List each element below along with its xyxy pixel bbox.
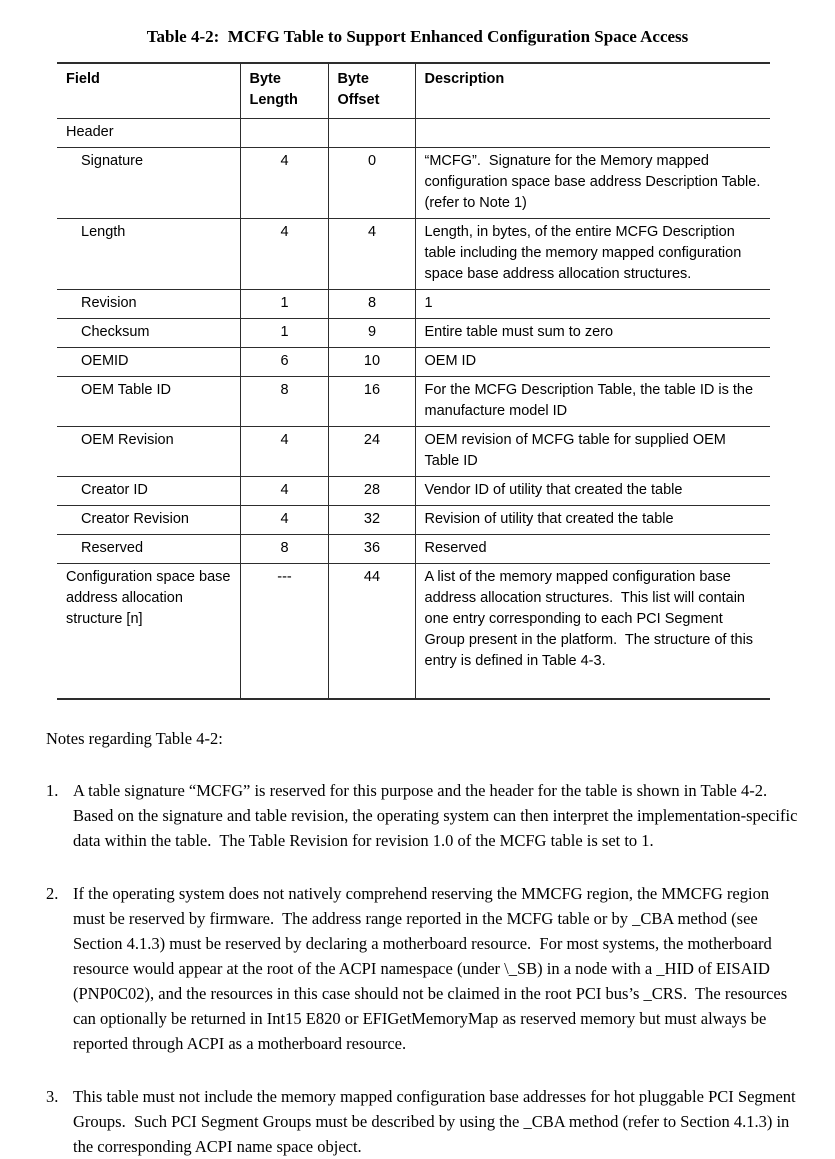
table-caption: Table 4-2: MCFG Table to Support Enhanced Configuration Space Access xyxy=(146,27,689,46)
byte-length-cell: 4 xyxy=(240,427,328,477)
table-body xyxy=(57,119,770,700)
byte-length-cell: --- xyxy=(240,564,328,700)
table-row xyxy=(57,535,770,564)
byte-offset-cell: 0 xyxy=(328,148,415,219)
byte-offset-cell: 4 xyxy=(328,219,415,290)
note-item xyxy=(46,1084,803,1159)
note-text: A table signature “MCFG” is reserved for this purpose and the header for the table is shown in Table 4-2. Based on the signature and table revision, the operating system can then interpret the implementation-specific data within the table. The Table Revision for revision 1.0 of the MCFG table is set to 1. xyxy=(73,781,802,850)
field-cell: Revision xyxy=(57,290,240,319)
description-cell: For the MCFG Description Table, the table ID is the manufacture model ID xyxy=(415,377,770,427)
byte-length-cell: 8 xyxy=(240,535,328,564)
column-header-field: Field xyxy=(57,63,240,119)
byte-length-cell: 6 xyxy=(240,348,328,377)
byte-offset-cell: 44 xyxy=(328,564,415,700)
note-text: This table must not include the memory mapped configuration base addresses for hot pluggable PCI Segment Groups. Such PCI Segment Groups must be described by using the _CBA method (refer to Section 4.1.3) in the corresponding ACPI name space object. xyxy=(73,1087,800,1156)
field-cell: Creator Revision xyxy=(57,506,240,535)
field-cell: Creator ID xyxy=(57,477,240,506)
table-row xyxy=(57,477,770,506)
table-row xyxy=(57,506,770,535)
note-text: If the operating system does not natively comprehend reserving the MMCFG region, the MMCFG region must be reserved by firmware. The address range reported in the MCFG table or by _CBA method (see Section 4.1.3) must be reserved by declaring a motherboard resource. For most systems, the motherboard resource would appear at the root of the ACPI namespace (under \_SB) in a node with a _HID of EISAID (PNP0C02), and the resources in this case should not be claimed in the root PCI bus’s _CRS. The resources can optionally be returned in Int15 E820 or EFIGetMemoryMap as reserved memory but must always be reported through ACPI as a motherboard resource. xyxy=(73,884,792,1053)
byte-length-cell: 4 xyxy=(240,506,328,535)
byte-length-cell: 4 xyxy=(240,148,328,219)
note-item xyxy=(46,778,803,853)
table-row xyxy=(57,377,770,427)
field-cell: OEMID xyxy=(57,348,240,377)
column-header-description: Description xyxy=(415,63,770,119)
field-cell: Signature xyxy=(57,148,240,219)
field-cell: Configuration space base address allocation structure [n] xyxy=(57,564,240,700)
notes-heading: Notes regarding Table 4-2: xyxy=(46,729,223,748)
table-row xyxy=(57,319,770,348)
field-cell: OEM Table ID xyxy=(57,377,240,427)
byte-offset-cell: 36 xyxy=(328,535,415,564)
description-cell: 1 xyxy=(415,290,770,319)
table-header-row xyxy=(57,63,770,119)
byte-offset-cell: 32 xyxy=(328,506,415,535)
table-row xyxy=(57,348,770,377)
description-cell: OEM ID xyxy=(415,348,770,377)
note-number: 1. xyxy=(46,781,59,800)
byte-offset-cell: 10 xyxy=(328,348,415,377)
description-cell: Length, in bytes, of the entire MCFG Description table including the memory mapped configuration space base address allocation structures. xyxy=(415,219,770,290)
byte-length-cell: 4 xyxy=(240,477,328,506)
description-cell: Entire table must sum to zero xyxy=(415,319,770,348)
note-number: 2. xyxy=(46,884,59,903)
table-row xyxy=(57,564,770,700)
description-cell: Vendor ID of utility that created the table xyxy=(415,477,770,506)
notes-section xyxy=(46,726,803,1159)
byte-length-cell: 1 xyxy=(240,319,328,348)
byte-length-cell xyxy=(240,119,328,148)
note-number: 3. xyxy=(46,1087,59,1106)
byte-length-cell: 1 xyxy=(240,290,328,319)
note-item xyxy=(46,881,803,1056)
byte-length-cell: 4 xyxy=(240,219,328,290)
byte-offset-cell xyxy=(328,119,415,148)
field-cell: Length xyxy=(57,219,240,290)
description-cell: “MCFG”. Signature for the Memory mapped configuration space base address Description Table. (refer to Note 1) xyxy=(415,148,770,219)
description-cell xyxy=(415,119,770,148)
column-header-byte-offset: Byte Offset xyxy=(328,63,415,119)
field-cell: Reserved xyxy=(57,535,240,564)
table-row xyxy=(57,427,770,477)
table-row xyxy=(57,148,770,219)
byte-offset-cell: 8 xyxy=(328,290,415,319)
description-cell: OEM revision of MCFG table for supplied OEM Table ID xyxy=(415,427,770,477)
mcfg-table xyxy=(57,62,770,700)
byte-length-cell: 8 xyxy=(240,377,328,427)
field-cell: OEM Revision xyxy=(57,427,240,477)
table-row xyxy=(57,290,770,319)
byte-offset-cell: 9 xyxy=(328,319,415,348)
description-cell: Reserved xyxy=(415,535,770,564)
field-cell: Header xyxy=(57,119,240,148)
notes-list xyxy=(46,778,803,1159)
byte-offset-cell: 24 xyxy=(328,427,415,477)
byte-offset-cell: 28 xyxy=(328,477,415,506)
table-row xyxy=(57,119,770,148)
column-header-byte-length: Byte Length xyxy=(240,63,328,119)
byte-offset-cell: 16 xyxy=(328,377,415,427)
description-cell: Revision of utility that created the table xyxy=(415,506,770,535)
description-cell: A list of the memory mapped configuration base address allocation structures. This list will contain one entry corresponding to each PCI Segment Group present in the platform. The structure of this entry is defined in Table 4-3. xyxy=(415,564,770,700)
table-header xyxy=(57,63,770,119)
document-page xyxy=(0,27,835,1156)
table-row xyxy=(57,219,770,290)
field-cell: Checksum xyxy=(57,319,240,348)
